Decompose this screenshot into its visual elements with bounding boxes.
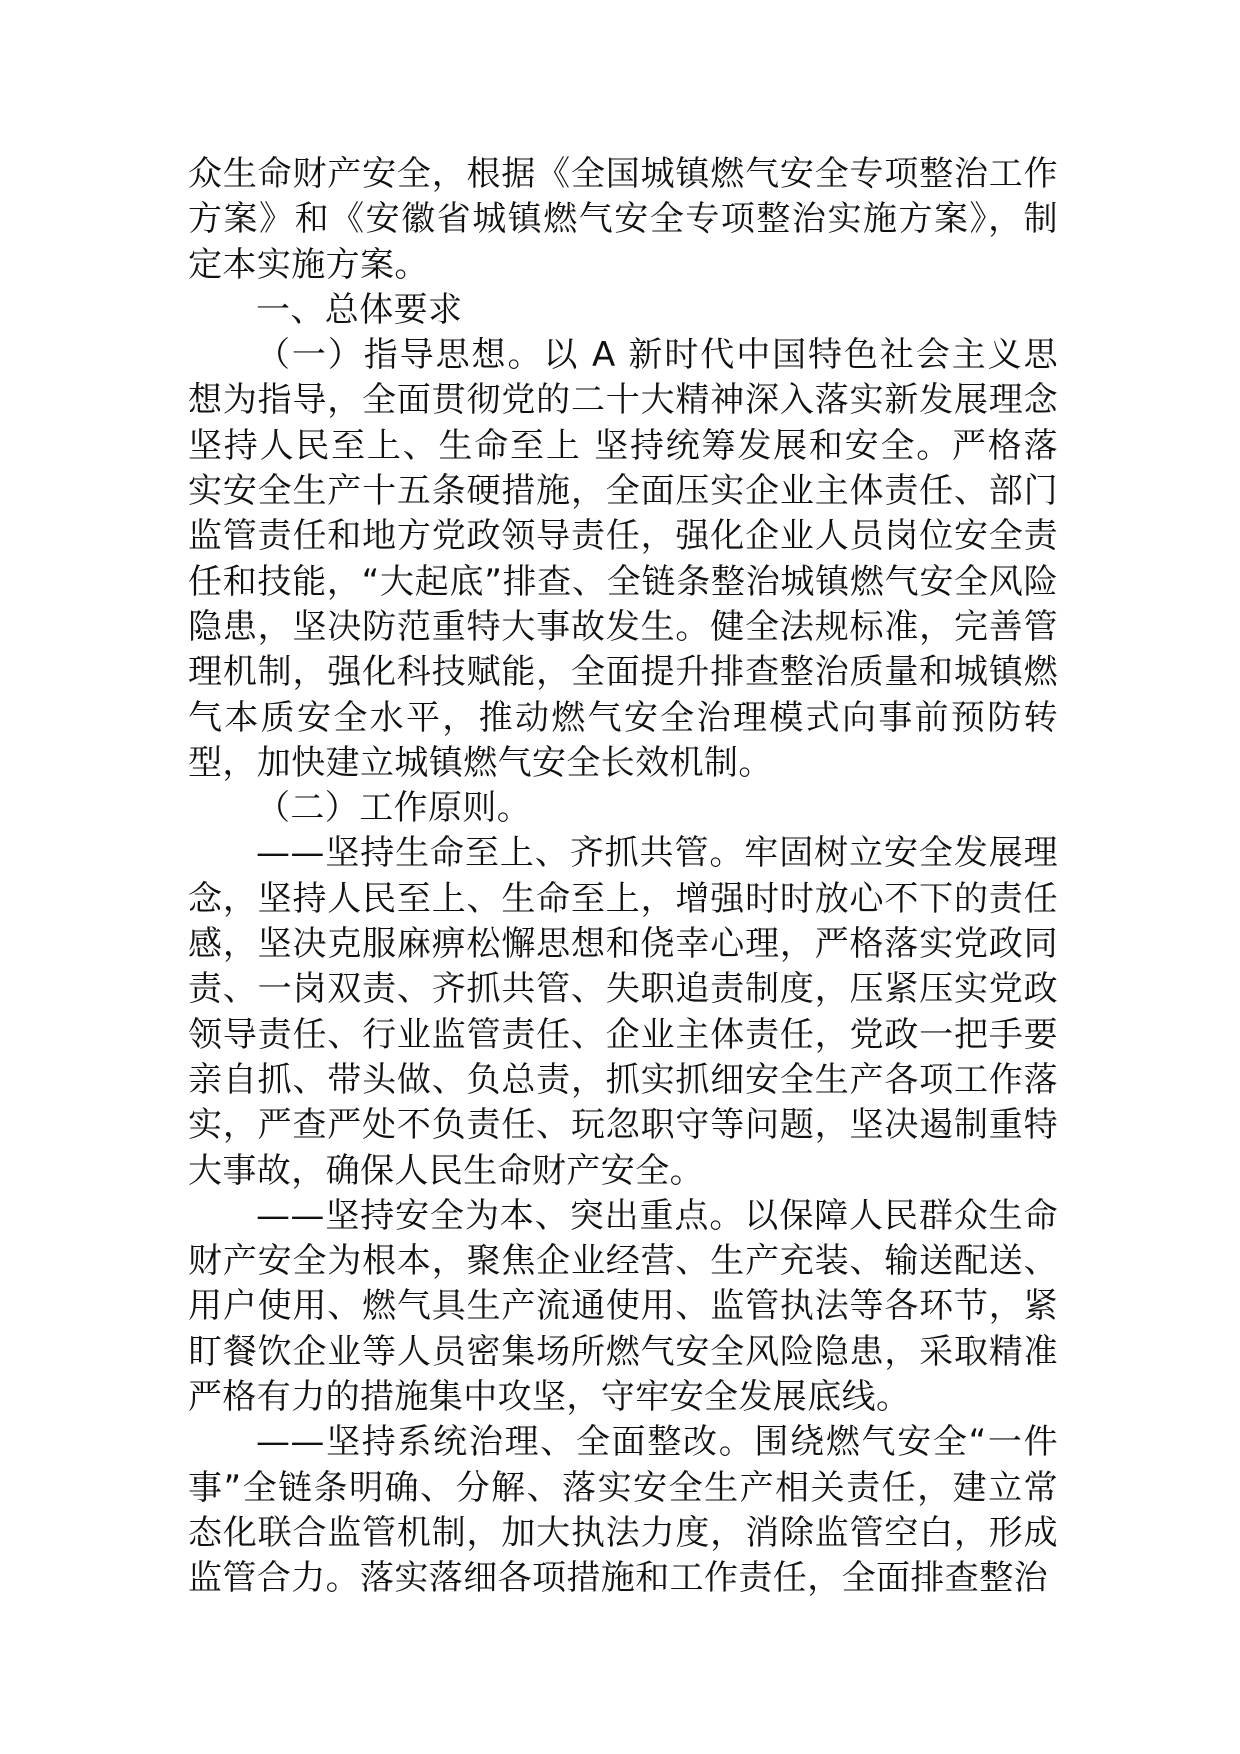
paragraph-continuation: 众生命财产安全，根据《全国城镇燃气安全专项整治工作方案》和《安徽省城镇燃气安全专项整治实施方案》，制定本实施方案。 bbox=[188, 154, 1058, 285]
paragraph-principle-system-governance: ——坚持系统治理、全面整改。围绕燃气安全“一件事”全链条明确、分解、落实安全生产相关责任，建立常态化联合监管机制，加大执法力度，消除监管空白，形成监管合力。落实落细各项措施和工作责任，全面排查整治 bbox=[188, 1422, 1059, 1599]
paragraph-principle-life-first: ——坚持生命至上、齐抓共管。牢固树立安全发展理念，坚持人民至上、生命至上，增强时时放心不下的责任感，坚决克服麻痹松懈思想和侥幸心理，严格落实党政同责、一岗双责、齐抓共管、失职追责制度，压紧压实党政领导责任、行业监管责任、企业主体责任，党政一把手要亲自抓、带头做、负总责，抓实抓细安全生产各项工作落实，严查严处不负责任、玩忽职守等问题，坚决遏制重特大事故，确保人民生命财产安全。 bbox=[188, 833, 1058, 1191]
paragraph-guiding-ideology: （一）指导思想。以 A 新时代中国特色社会主义思想为指导，全面贯彻党的二十大精神深入落实新发展理念 坚持人民至上、生命至上 坚持统筹发展和安全。严格落实安全生产十五条硬措施，全面压实企业主体责任、部门监管责任和地方党政领导责任，强化企业人员岗位安全责任和技能，“大起底”排查、全链条整治城镇燃气安全风险隐患，坚决防范重特大事故发生。健全法规标准，完善管理机制，强化科技赋能，全面提升排查整治质量和城镇燃气本质安全水平，推动燃气安全治理模式向事前预防转型，加快建立城镇燃气安全长效机制。 bbox=[188, 335, 1058, 783]
section-heading-general-requirements: 一、总体要求 bbox=[256, 289, 463, 330]
document-body bbox=[188, 152, 1058, 1602]
paragraph-principle-safety-first: ——坚持安全为本、突出重点。以保障人民群众生命财产安全为根本，聚焦企业经营、生产充装、输送配送、用户使用、燃气具生产流通使用、监管执法等各环节，紧盯餐饮企业等人员密集场所燃气安全风险隐患，采取精准严格有力的措施集中攻坚，守牢安全发展底线。 bbox=[188, 1195, 1058, 1418]
subheading-work-principles: （二）工作原则。 bbox=[256, 788, 532, 829]
